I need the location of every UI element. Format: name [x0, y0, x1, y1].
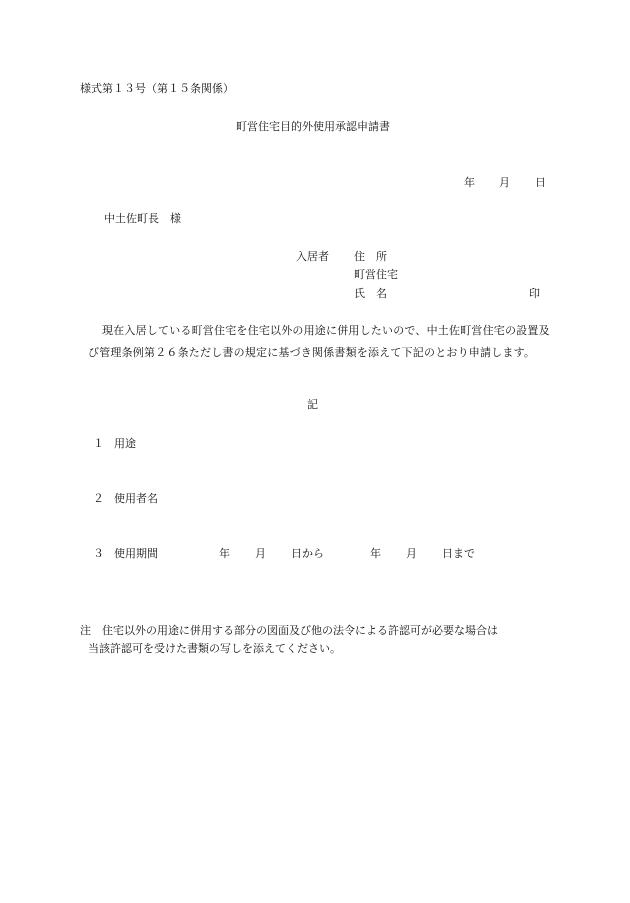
item-number: １ [93, 437, 104, 450]
name-label: 氏 名 [354, 287, 387, 300]
item-number: ２ [93, 492, 104, 505]
date-year-label: 年 [464, 176, 475, 189]
item-label: 用途 [114, 437, 136, 450]
period-end-day: 日まで [442, 547, 475, 560]
body-paragraph [88, 320, 558, 364]
housing-label: 町営住宅 [354, 268, 398, 281]
addressee: 中土佐町長 様 [104, 212, 181, 225]
address-label: 住 所 [354, 250, 387, 263]
seal-mark: 印 [529, 287, 540, 300]
item-label: 使用者名 [114, 492, 158, 505]
note-line-2: 当該許認可を受けた書類の写しを添えてください。 [88, 642, 341, 655]
note-mark: 注 [80, 624, 91, 637]
date-day-label: 日 [535, 176, 546, 189]
period-start-day: 日から [291, 547, 324, 560]
period-end-month: 月 [406, 547, 417, 560]
item-label: 使用期間 [114, 547, 158, 560]
applicant-role-label: 入居者 [296, 250, 329, 263]
note-line-1: 住宅以外の用途に併用する部分の図面及び他の法令による許認可が必要な場合は [102, 624, 498, 637]
form-number: 様式第１３号（第１５条関係） [80, 82, 234, 95]
period-end-year: 年 [370, 547, 381, 560]
body-text: 現在入居している町営住宅を住宅以外の用途に併用したいので、中土佐町営住宅の設置及び管理条例第２６条ただし書の規定に基づき関係書類を添えて下記のとおり申請します。 [88, 324, 550, 359]
document-title: 町営住宅目的外使用承認申請書 [236, 120, 390, 133]
period-start-year: 年 [219, 547, 230, 560]
ki-heading: 記 [307, 398, 318, 411]
period-start-month: 月 [255, 547, 266, 560]
item-number: ３ [93, 547, 104, 560]
date-month-label: 月 [499, 176, 510, 189]
